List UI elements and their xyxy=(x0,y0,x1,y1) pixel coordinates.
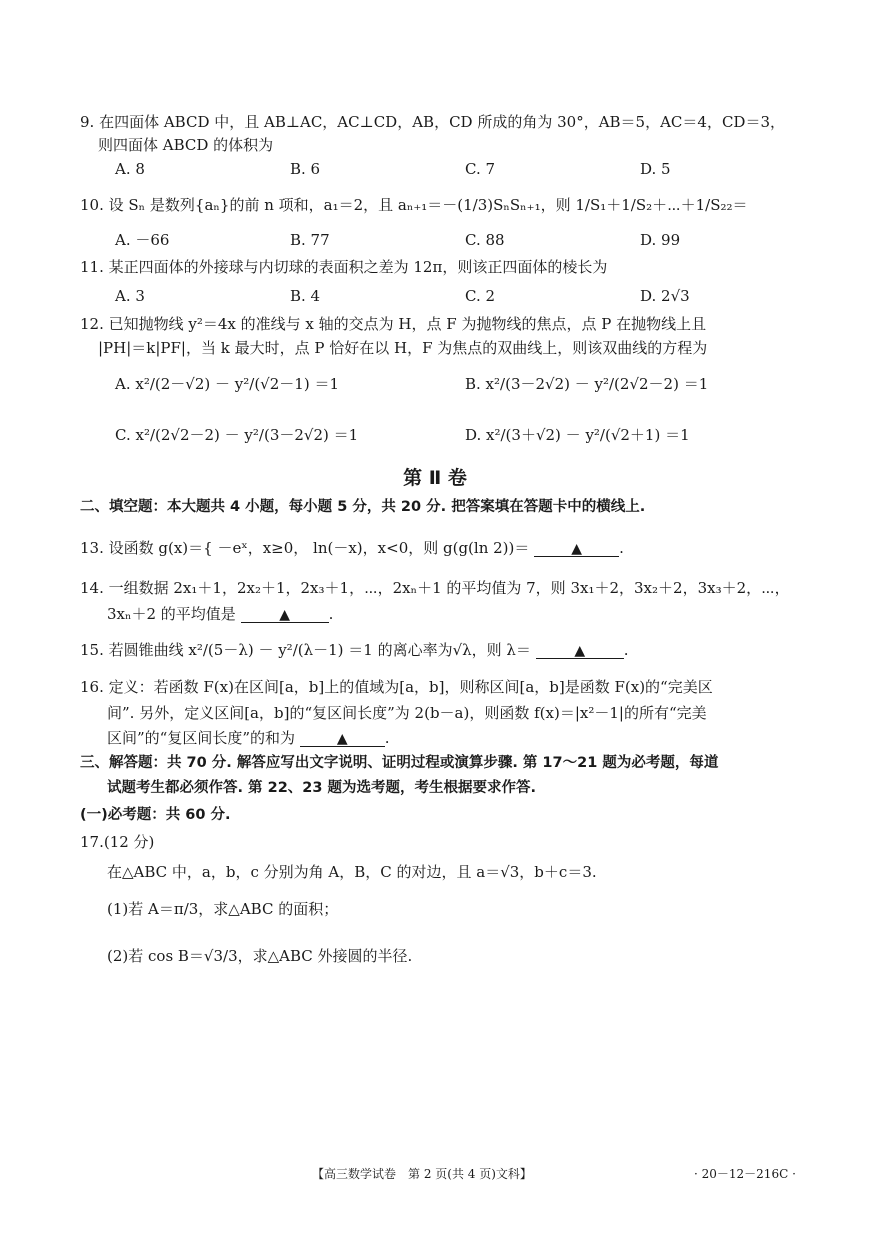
q14-answer-blank[interactable] xyxy=(241,604,329,623)
q13-period: . xyxy=(619,539,624,557)
q14-period: . xyxy=(328,605,334,623)
q17-part2: (2)若 cos B＝√3/3，求△ABC 外接圆的半径. xyxy=(107,947,413,965)
footer-code: · 20－12－216C · xyxy=(694,1167,796,1181)
q16-line1: 16. 定义：若函数 F(x)在区间[a，b]上的值域为[a，b]，则称区间[a，b]是函数 F(x)的“完美区 xyxy=(80,678,713,696)
q13-answer-blank[interactable] xyxy=(534,538,619,557)
q14-line2 xyxy=(107,604,333,624)
q16-line2: 间”. 另外，定义区间[a，b]的“复区间长度”为 2(b－a)，则函数 f(x)＝|x²－1|的所有“完美 xyxy=(107,704,707,722)
triangle-icon: ▲ xyxy=(574,643,586,659)
q16-period: . xyxy=(384,729,390,747)
section-2-title: 第 Ⅱ 卷 xyxy=(403,467,467,489)
q16-stem: 区间”的“复区间长度”的和为 xyxy=(107,729,296,747)
q16-answer-blank[interactable] xyxy=(300,728,385,747)
q11-option-b: B. 4 xyxy=(290,287,321,305)
q15-answer-blank[interactable] xyxy=(536,640,624,659)
q9-option-b: B. 6 xyxy=(290,160,321,178)
q12-option-d: D. x²/(3＋√2) － y²/(√2＋1) ＝1 xyxy=(465,426,690,444)
q12-option-c: C. x²/(2√2－2) － y²/(3－2√2) ＝1 xyxy=(115,426,359,444)
q12-line2: |PH|＝k|PF|，当 k 最大时，点 P 恰好在以 H，F 为焦点的双曲线上，则该双曲线的方程为 xyxy=(98,339,708,357)
q10-option-b: B. 77 xyxy=(290,231,330,249)
triangle-icon: ▲ xyxy=(571,541,583,557)
q17-stem: 在△ABC 中，a，b，c 分别为角 A，B，C 的对边，且 a＝√3，b＋c＝3. xyxy=(107,863,597,881)
q13-stem: 13. 设函数 g(x)＝{ －eˣ，x≥0， ln(－x)，x<0，则 g(g(ln 2))＝ xyxy=(80,539,530,557)
q11-option-a: A. 3 xyxy=(115,287,145,305)
q17-part1: (1)若 A＝π/3，求△ABC 的面积； xyxy=(107,900,339,918)
q10-option-d: D. 99 xyxy=(640,231,681,249)
q12-option-b: B. x²/(3－2√2) － y²/(2√2－2) ＝1 xyxy=(465,375,709,393)
q9-line1: 9. 在四面体 ABCD 中，且 AB⊥AC，AC⊥CD，AB，CD 所成的角为 30°，AB＝5，AC＝4，CD＝3， xyxy=(80,113,785,131)
q10-option-c: C. 88 xyxy=(465,231,505,249)
q15-line xyxy=(80,640,629,660)
q15-stem: 15. 若圆锥曲线 x²/(5－λ) － y²/(λ－1) ＝1 的离心率为√λ，则 λ＝ xyxy=(80,641,531,659)
q14-stem: 3xₙ＋2 的平均值是 xyxy=(107,605,236,623)
footer-page-info: 【高三数学试卷 第 2 页(共 4 页)文科】 xyxy=(312,1167,532,1181)
q11-option-d: D. 2√3 xyxy=(640,287,690,305)
q9-option-d: D. 5 xyxy=(640,160,671,178)
q9-option-a: A. 8 xyxy=(115,160,145,178)
q14-line1: 14. 一组数据 2x₁＋1，2x₂＋1，2x₃＋1，⋯，2xₙ＋1 的平均值为 7，则 3x₁＋2，3x₂＋2，3x₃＋2，⋯， xyxy=(80,579,790,597)
triangle-icon: ▲ xyxy=(279,607,290,623)
q10-stem: 10. 设 Sₙ 是数列{aₙ}的前 n 项和，a₁＝2，且 aₙ₊₁＝－(1/3)SₙSₙ₊₁，则 1/S₁＋1/S₂＋⋯＋1/S₂₂＝ xyxy=(80,196,748,214)
solution-header-line2: 试题考生都必须作答. 第 22、23 题为选考题，考生根据要求作答. xyxy=(107,780,537,796)
triangle-icon: ▲ xyxy=(336,731,348,747)
q10-option-a: A. －66 xyxy=(115,231,170,249)
q9-line2: 则四面体 ABCD 的体积为 xyxy=(98,136,274,154)
q15-period: . xyxy=(623,641,629,659)
fill-in-header: 二、填空题：本大题共 4 小题，每小题 5 分，共 20 分. 把答案填在答题卡中的横线上. xyxy=(80,499,646,515)
required-questions-header: (一)必考题：共 60 分. xyxy=(80,807,231,823)
q13-line xyxy=(80,538,624,558)
q16-line3 xyxy=(107,728,390,748)
solution-header-line1: 三、解答题：共 70 分. 解答应写出文字说明、证明过程或演算步骤. 第 17～21 题为必考题，每道 xyxy=(80,755,719,771)
q12-option-a: A. x²/(2－√2) － y²/(√2－1) ＝1 xyxy=(115,375,339,393)
q9-option-c: C. 7 xyxy=(465,160,496,178)
q12-line1: 12. 已知抛物线 y²＝4x 的准线与 x 轴的交点为 H，点 F 为抛物线的焦点，点 P 在抛物线上且 xyxy=(80,315,707,333)
q11-stem: 11. 某正四面体的外接球与内切球的表面积之差为 12π，则该正四面体的棱长为 xyxy=(80,258,608,276)
q17-title: 17.(12 分) xyxy=(80,833,155,851)
q11-option-c: C. 2 xyxy=(465,287,496,305)
